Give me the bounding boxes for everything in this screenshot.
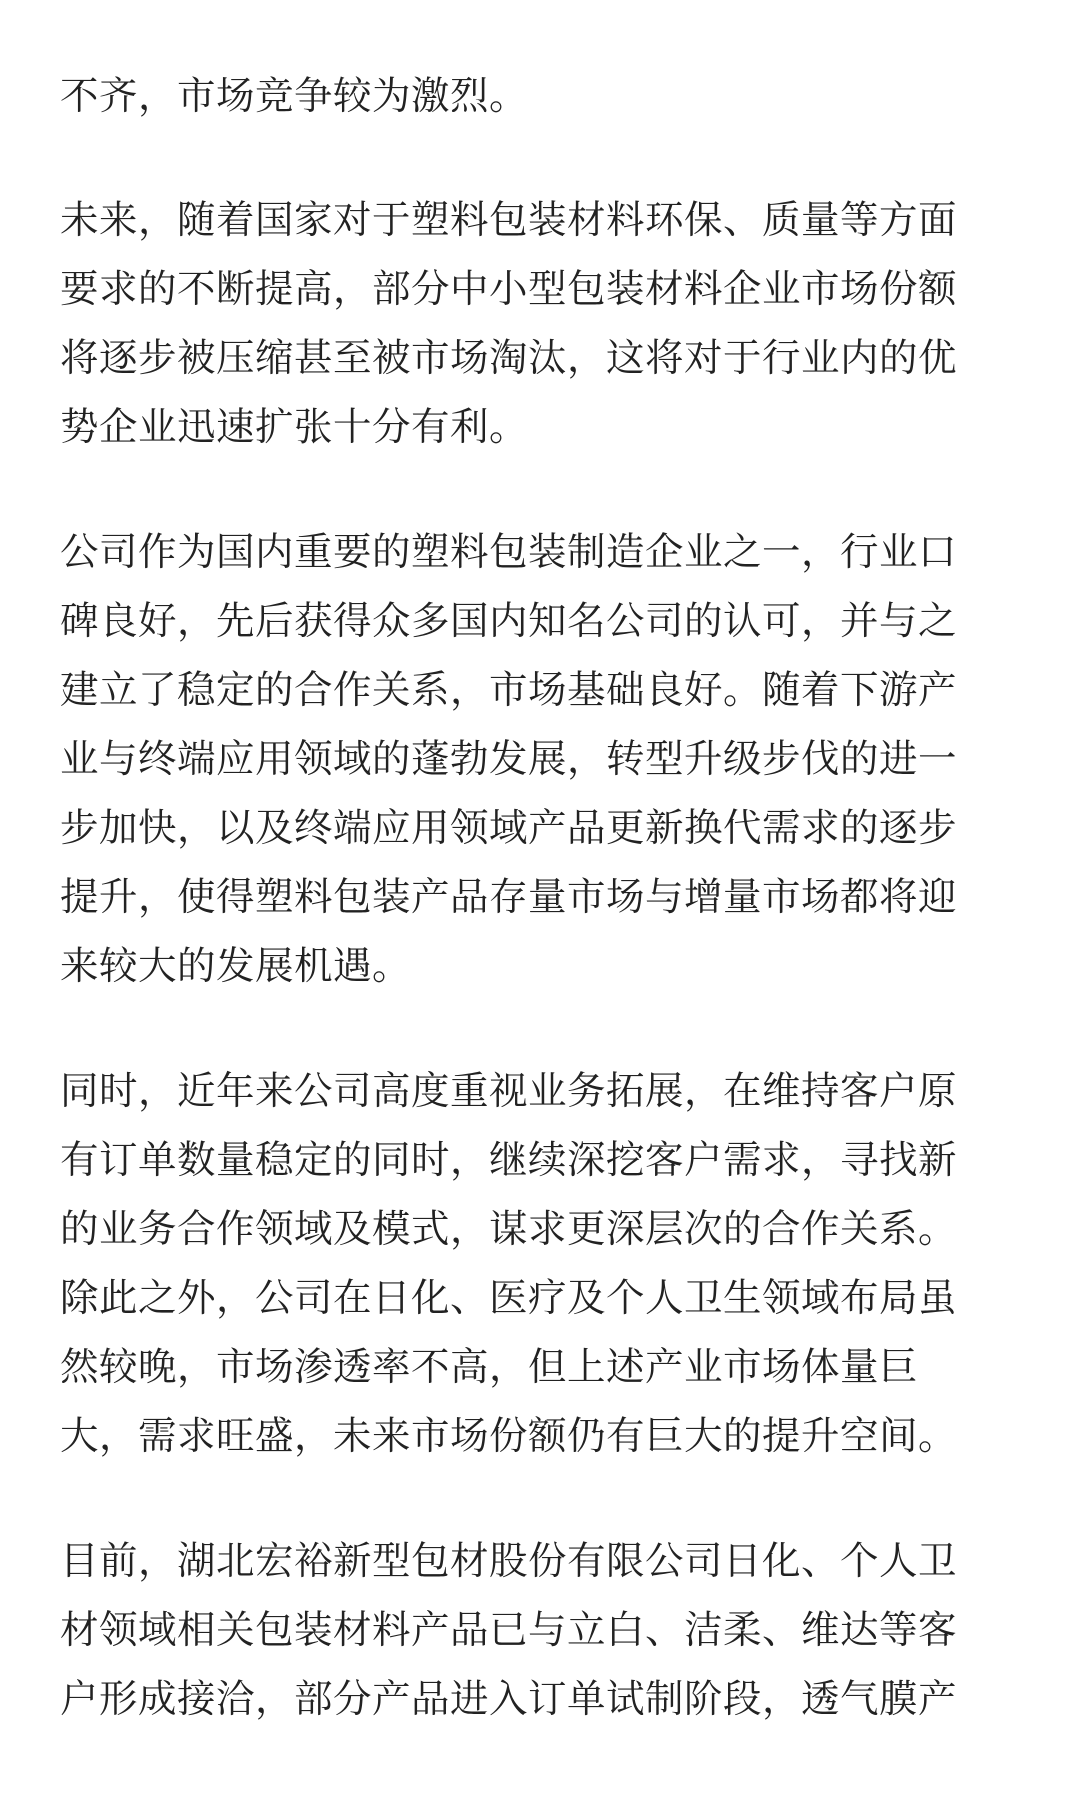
text-line: 将逐步被压缩甚至被市场淘汰，这将对于行业内的优 [60,336,958,381]
text-line: 业与终端应用领域的蓬勃发展，转型升级步伐的进一 [60,737,958,782]
text-line: 未来，随着国家对于塑料包装材料环保、质量等方面 [60,198,958,243]
paragraph-business-expansion [60,1057,1020,1471]
text-line: 大，需求旺盛，未来市场份额仍有巨大的提升空间。 [60,1414,958,1459]
text-line: 来较大的发展机遇。 [60,944,412,989]
text-line: 的业务合作领域及模式，谋求更深层次的合作关系。 [60,1207,958,1252]
text-line: 要求的不断提高，部分中小型包装材料企业市场份额 [60,267,958,312]
text-line: 提升，使得塑料包装产品存量市场与增量市场都将迎 [60,875,958,920]
text-line: 步加快，以及终端应用领域产品更新换代需求的逐步 [60,806,958,851]
text-line: 户形成接洽，部分产品进入订单试制阶段，透气膜产 [60,1677,958,1722]
text-line: 同时，近年来公司高度重视业务拓展，在维持客户原 [60,1069,958,1114]
paragraph-current-progress [60,1527,1020,1734]
paragraph-future-outlook [60,186,1020,462]
text-line: 材领域相关包装材料产品已与立白、洁柔、维达等客 [60,1608,958,1653]
text-line: 碑良好，先后获得众多国内知名公司的认可，并与之 [60,599,958,644]
paragraph-company-position [60,518,1020,1001]
text-line: 建立了稳定的合作关系，市场基础良好。随着下游产 [60,668,958,713]
text-line: 势企业迅速扩张十分有利。 [60,405,529,450]
text-line: 公司作为国内重要的塑料包装制造企业之一，行业口 [60,530,958,575]
text-line: 目前，湖北宏裕新型包材股份有限公司日化、个人卫 [60,1539,958,1584]
text-line: 然较晚，市场渗透率不高，但上述产业市场体量巨 [60,1345,919,1390]
text-line: 有订单数量稳定的同时，继续深挖客户需求，寻找新 [60,1138,958,1183]
text-line: 除此之外，公司在日化、医疗及个人卫生领域布局虽 [60,1276,958,1321]
text-line: 不齐，市场竞争较为激烈。 [60,74,529,119]
paragraph-market-competition [60,62,1020,131]
article-body [60,62,1020,1734]
